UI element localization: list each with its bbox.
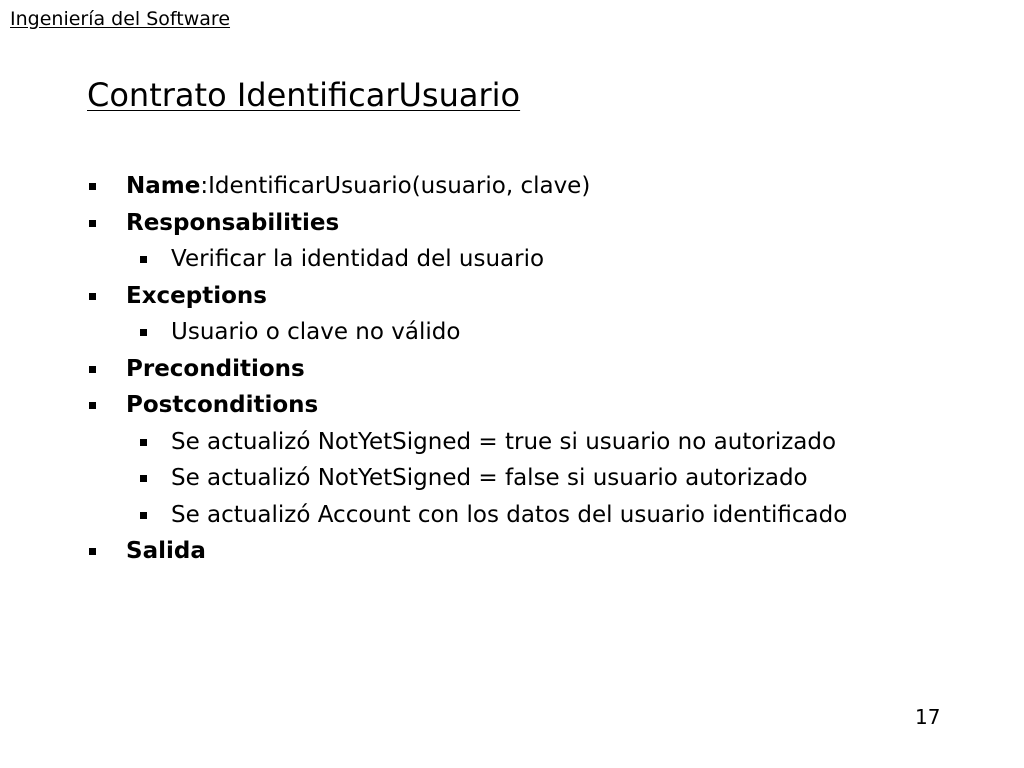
square-bullet-icon <box>89 402 96 409</box>
item-text: Verificar la identidad del usuario <box>171 246 545 272</box>
list-item-name <box>0 168 1024 205</box>
item-text: Se actualizó NotYetSigned = true si usuario no autorizado <box>171 428 837 455</box>
item-label: Salida <box>126 538 206 564</box>
item-text: Se actualizó Account con los datos del usuario identificado <box>171 501 848 528</box>
square-bullet-icon <box>140 329 147 336</box>
square-bullet-icon <box>89 220 96 227</box>
square-bullet-icon <box>89 183 96 190</box>
item-text: :IdentificarUsuario(usuario, clave) <box>200 173 591 199</box>
square-bullet-icon <box>140 439 147 446</box>
square-bullet-icon <box>140 512 147 519</box>
square-bullet-icon <box>89 548 96 555</box>
item-label: Responsabilities <box>126 209 340 236</box>
item-label: Postconditions <box>126 392 319 418</box>
item-label: Name <box>126 173 201 199</box>
list-subitem <box>0 241 1024 278</box>
item-text: Usuario o clave no válido <box>171 319 461 345</box>
list-item-preconditions <box>0 351 1024 388</box>
list-item-salida <box>0 533 1024 570</box>
list-item-postconditions <box>0 387 1024 424</box>
page-number: 17 <box>915 705 941 729</box>
square-bullet-icon <box>89 293 96 300</box>
slide-title: Contrato IdentificarUsuario <box>87 76 521 114</box>
square-bullet-icon <box>89 366 96 373</box>
square-bullet-icon <box>140 256 147 263</box>
list-subitem <box>0 497 1024 534</box>
list-item-exceptions <box>0 278 1024 315</box>
list-subitem <box>0 460 1024 497</box>
bullet-list <box>0 168 1024 570</box>
item-label: Exceptions <box>126 282 267 309</box>
list-item-responsabilities <box>0 205 1024 242</box>
course-header: Ingeniería del Software <box>10 8 231 30</box>
list-subitem <box>0 424 1024 461</box>
item-text: Se actualizó NotYetSigned = false si usuario autorizado <box>171 465 808 491</box>
list-subitem <box>0 314 1024 351</box>
square-bullet-icon <box>140 475 147 482</box>
item-label: Preconditions <box>126 355 305 382</box>
